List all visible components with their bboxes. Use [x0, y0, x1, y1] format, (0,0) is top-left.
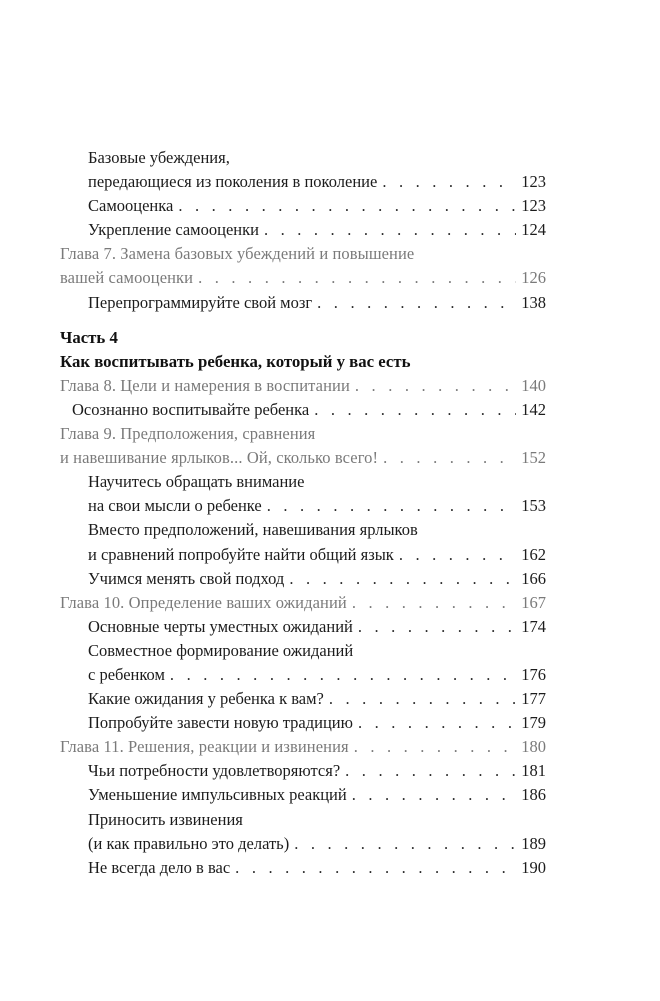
toc-entry-title: Научитесь обращать внимание [88, 472, 305, 492]
toc-section-line [60, 711, 546, 735]
toc-page-number: 152 [521, 448, 546, 468]
dot-leader [289, 567, 516, 591]
toc-entry-title: Не всегда дело в вас [88, 857, 231, 877]
toc-chapter-line [60, 374, 546, 398]
dot-leader [352, 783, 517, 807]
part-spacer [60, 315, 546, 326]
dot-leader [198, 266, 516, 290]
toc-entries-after-part [60, 374, 546, 880]
dot-leader [170, 663, 516, 687]
dot-leader [399, 543, 516, 567]
dot-leader [355, 374, 516, 398]
toc-page-number: 180 [521, 737, 546, 757]
toc-entry-title: Глава 9. Предположения, сравнения [60, 424, 316, 444]
toc-section-line [60, 663, 546, 687]
dot-leader [382, 170, 516, 194]
toc-section-line [60, 567, 546, 591]
toc-entry-title: Вместо предположений, навешивания ярлыков [88, 520, 418, 540]
dot-leader [358, 711, 516, 735]
toc-page-number: 153 [521, 496, 546, 516]
toc-section-line [60, 687, 546, 711]
toc-entry-title: Учимся менять свой подход [88, 568, 285, 588]
dot-leader [294, 832, 516, 856]
toc-section-line [60, 615, 546, 639]
dot-leader [235, 856, 516, 880]
toc-page-number: 123 [521, 196, 546, 216]
toc-entry-title: Глава 11. Решения, реакции и извинения [60, 737, 349, 757]
part-label: Часть 4 [60, 327, 118, 347]
toc-entry-title: Чьи потребности удовлетворяются? [88, 761, 341, 781]
dot-leader [264, 218, 516, 242]
dot-leader [352, 591, 516, 615]
toc-entry-title: вашей самооценки [60, 268, 194, 288]
toc-entry-title: Попробуйте завести новую традицию [88, 713, 353, 733]
toc-entry-title: (и как правильно это делать) [88, 833, 290, 853]
toc-entry-title: Перепрограммируйте свой мозг [88, 292, 313, 312]
toc-entry-title: передающиеся из поколения в поколение [88, 172, 378, 192]
toc-page-number: 142 [521, 399, 546, 419]
toc-page-number: 138 [521, 292, 546, 312]
dot-leader [383, 446, 516, 470]
toc-chapter-line [60, 266, 546, 290]
toc-page-number: 189 [521, 833, 546, 853]
toc-entry-title: Уменьшение импульсивных реакций [88, 785, 347, 805]
toc-page-number: 190 [521, 857, 546, 877]
toc-page-number: 140 [521, 375, 546, 395]
toc-section-line [60, 518, 546, 542]
toc-section-line [60, 832, 546, 856]
toc-section-line [60, 146, 546, 170]
toc-section-line [60, 291, 546, 315]
toc-page-number: 181 [521, 761, 546, 781]
toc-chapter-line [60, 735, 546, 759]
toc-section-line [60, 543, 546, 567]
toc-entry-title: Основные черты уместных ожиданий [88, 616, 353, 636]
toc-entry-title: Какие ожидания у ребенка к вам? [88, 689, 324, 709]
toc-entry-title: Приносить извинения [88, 809, 243, 829]
dot-leader [267, 494, 517, 518]
toc-entry-title: Укрепление самооценки [88, 220, 259, 240]
toc-section-line [60, 170, 546, 194]
table-of-contents [60, 146, 546, 880]
toc-section-line [60, 808, 546, 832]
toc-section-line [60, 218, 546, 242]
dot-leader [354, 735, 517, 759]
toc-entry-title: Глава 10. Определение ваших ожиданий [60, 592, 347, 612]
toc-page-number: 176 [521, 664, 546, 684]
toc-page-number: 166 [521, 568, 546, 588]
toc-page-number: 174 [521, 616, 546, 636]
toc-section-line [60, 494, 546, 518]
dot-leader [178, 194, 516, 218]
toc-page-number: 186 [521, 785, 546, 805]
toc-chapter-line [60, 591, 546, 615]
toc-entry-title: на свои мысли о ребенке [88, 496, 262, 516]
toc-section-line [60, 470, 546, 494]
dot-leader [345, 759, 516, 783]
toc-entry-title: с ребенком [88, 664, 165, 684]
toc-page-number: 124 [521, 220, 546, 240]
toc-page-number: 162 [521, 544, 546, 564]
dot-leader [329, 687, 516, 711]
toc-chapter-line [60, 242, 546, 266]
toc-chapter-line [60, 446, 546, 470]
dot-leader [314, 398, 516, 422]
toc-entry-title: Базовые убеждения, [88, 148, 230, 167]
toc-section-line [60, 856, 546, 880]
toc-entry-title: Совместное формирование ожиданий [88, 640, 354, 660]
toc-page-number: 167 [521, 592, 546, 612]
dot-leader [358, 615, 516, 639]
toc-entry-title: Глава 7. Замена базовых убеждений и повышение [60, 244, 415, 264]
toc-entry-title: и сравнений попробуйте найти общий язык [88, 544, 394, 564]
toc-page-number: 179 [521, 713, 546, 733]
part-title: Как воспитывать ребенка, который у вас есть [60, 351, 411, 371]
toc-entry-title: Осознанно воспитывайте ребенка [72, 399, 310, 419]
toc-page-number: 123 [521, 172, 546, 192]
toc-chapter-line [60, 422, 546, 446]
toc-section-line [60, 783, 546, 807]
toc-section-line [60, 398, 546, 422]
dot-leader [317, 291, 516, 315]
toc-section-line [60, 759, 546, 783]
toc-page-number: 177 [521, 689, 546, 709]
toc-section-line [60, 639, 546, 663]
toc-section-line [60, 194, 546, 218]
toc-page-number: 126 [521, 268, 546, 288]
toc-entry-title: Самооценка [88, 196, 174, 216]
toc-entry-title: Глава 8. Цели и намерения в воспитании [60, 375, 350, 395]
toc-entry-title: и навешивание ярлыков... Ой, сколько всего! [60, 448, 379, 468]
toc-entries-before-part [60, 146, 546, 315]
